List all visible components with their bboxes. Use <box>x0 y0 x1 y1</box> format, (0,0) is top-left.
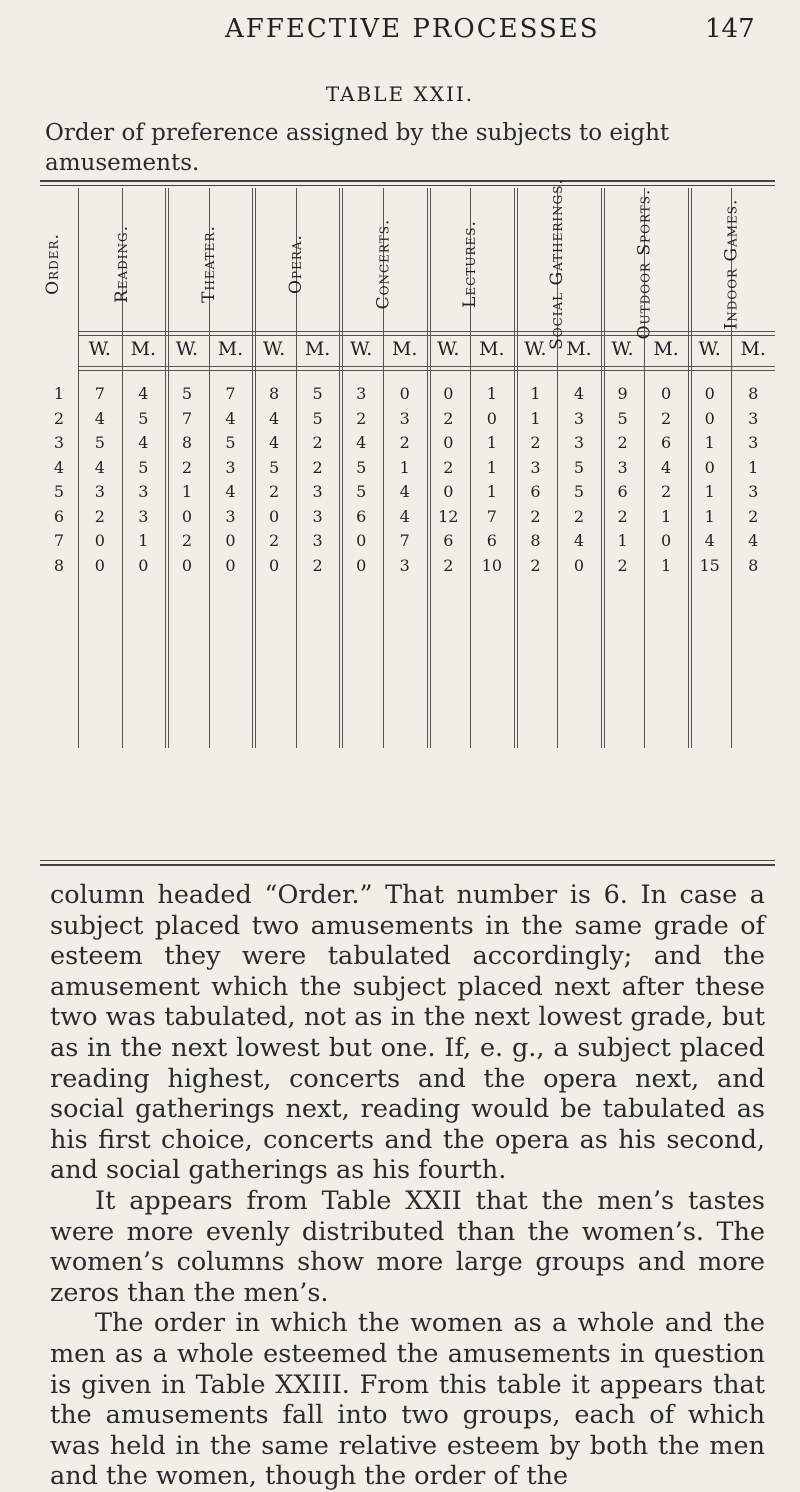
count-cell: 6 <box>443 531 454 550</box>
women-subheader: W. <box>350 338 373 360</box>
men-subheader: M. <box>304 338 331 360</box>
count-cell: 2 <box>443 555 454 575</box>
count-cell: 5 <box>181 384 192 403</box>
count-cell: 1 <box>530 384 541 403</box>
count-cell: 5 <box>138 457 149 477</box>
count-cell: 3 <box>573 433 585 452</box>
amusement-column-header: Theater. <box>198 224 219 303</box>
count-cell: 4 <box>399 506 410 526</box>
count-cell: 1 <box>530 408 541 428</box>
count-cell: 3 <box>94 482 105 501</box>
count-cell: 3 <box>748 482 759 501</box>
count-cell: 2 <box>661 482 672 501</box>
count-cell: 2 <box>268 531 280 550</box>
women-subheader: W. <box>175 338 199 360</box>
women-subheader: W. <box>698 338 721 360</box>
count-cell: 0 <box>443 482 454 501</box>
count-cell: 3 <box>530 457 541 477</box>
count-cell: 4 <box>704 531 715 550</box>
count-cell: 0 <box>704 408 715 428</box>
order-cell: 1 <box>53 384 65 403</box>
paragraph: It appears from Table XXII that the men’s tastes were more evenly distributed than the women’s. The women’s columns show more large groups and more zeros than the men’s. <box>50 1185 765 1308</box>
count-cell: 4 <box>356 433 367 452</box>
count-cell: 0 <box>661 531 672 550</box>
men-subheader: M. <box>130 338 157 360</box>
count-cell: 1 <box>486 457 497 477</box>
count-cell: 2 <box>268 482 280 501</box>
count-cell: 2 <box>530 506 541 526</box>
count-cell: 1 <box>661 506 672 526</box>
count-cell: 5 <box>312 408 323 428</box>
men-subheader: M. <box>740 338 766 360</box>
count-cell: 0 <box>181 555 192 575</box>
men-subheader: M. <box>391 338 418 360</box>
count-cell: 2 <box>661 408 672 428</box>
count-cell: 5 <box>268 457 280 477</box>
count-cell: 5 <box>225 433 236 452</box>
count-cell: 1 <box>704 433 715 452</box>
count-cell: 0 <box>486 408 497 428</box>
table-top-rule-thin <box>40 185 775 186</box>
count-cell: 3 <box>399 408 410 428</box>
count-cell: 1 <box>486 384 497 403</box>
women-subheader: W. <box>611 338 634 360</box>
count-cell: 2 <box>617 506 628 526</box>
count-cell: 3 <box>356 384 367 403</box>
count-cell: 3 <box>748 408 759 428</box>
body-text <box>50 880 765 1492</box>
count-cell: 1 <box>704 482 715 501</box>
count-cell: 4 <box>748 531 759 550</box>
count-cell: 2 <box>312 433 323 452</box>
amusement-column-header: Reading. <box>111 224 132 303</box>
count-cell: 0 <box>225 531 236 550</box>
count-cell: 0 <box>704 457 715 477</box>
page-number: 147 <box>705 14 755 44</box>
count-cell: 8 <box>181 433 192 452</box>
count-cell: 2 <box>443 408 454 428</box>
count-cell: 0 <box>181 506 192 526</box>
page-header <box>0 14 800 54</box>
women-subheader: W. <box>88 338 111 360</box>
count-cell: 0 <box>661 384 672 403</box>
count-cell: 7 <box>225 384 236 403</box>
count-cell: 1 <box>181 482 192 501</box>
paragraph: column headed “Order.” That number is 6. In case a subject placed two amusements in the same grade of esteem they were tabulated accordingly; and the amusement which the subject placed next after these two was tabulated, not as in the next lowest grade, but as in the next lowest but one. If, e. g., a subject placed reading highest, concerts and the opera next, and social gatherings next, reading would be tabulated as his first choice, concerts and the opera as his second, and social gatherings as his fourth. <box>50 880 765 1186</box>
count-cell: 0 <box>356 531 367 550</box>
count-cell: 8 <box>268 384 280 403</box>
count-cell: 4 <box>225 408 236 428</box>
count-cell: 4 <box>138 433 149 452</box>
header-rule <box>78 331 775 332</box>
count-cell: 3 <box>312 506 323 526</box>
count-cell: 0 <box>356 555 367 575</box>
running-title: AFFECTIVE PROCESSES <box>225 14 600 44</box>
count-cell: 6 <box>661 433 672 452</box>
men-subheader: M. <box>653 338 679 360</box>
count-cell: 1 <box>138 531 149 550</box>
count-cell: 7 <box>181 408 192 428</box>
amusement-column-header: Concerts. <box>372 218 393 309</box>
table-bottom-rule <box>40 860 775 861</box>
count-cell: 2 <box>356 408 367 428</box>
table-top-rule <box>40 180 775 182</box>
count-cell: 7 <box>94 384 105 403</box>
count-cell: 3 <box>573 408 585 428</box>
count-cell: 2 <box>312 555 323 575</box>
count-cell: 7 <box>486 506 497 526</box>
count-cell: 9 <box>617 384 628 403</box>
count-cell: 5 <box>356 482 367 501</box>
count-cell: 8 <box>748 384 759 403</box>
count-cell: 3 <box>225 506 236 526</box>
amusement-column-header: Social Gatherings. <box>547 177 568 350</box>
count-cell: 0 <box>443 384 454 403</box>
count-cell: 12 <box>438 506 459 526</box>
men-subheader: M. <box>479 338 505 360</box>
order-column-header: Order. <box>43 232 64 295</box>
count-cell: 4 <box>573 384 585 403</box>
count-cell: 1 <box>748 457 759 477</box>
count-cell: 5 <box>138 408 149 428</box>
count-cell: 2 <box>617 433 628 452</box>
count-cell: 2 <box>312 457 323 477</box>
count-cell: 5 <box>573 482 585 501</box>
count-cell: 1 <box>617 531 628 550</box>
count-cell: 5 <box>312 384 323 403</box>
count-cell: 2 <box>181 531 192 550</box>
count-cell: 2 <box>94 506 105 526</box>
order-cell: 4 <box>53 457 65 477</box>
women-subheader: W. <box>437 338 460 360</box>
count-cell: 6 <box>530 482 541 501</box>
count-cell: 4 <box>138 384 149 403</box>
count-cell: 0 <box>268 555 280 575</box>
preference-table <box>40 177 775 858</box>
count-cell: 2 <box>530 433 541 452</box>
order-cell: 8 <box>53 555 65 575</box>
men-subheader: M. <box>566 338 592 360</box>
count-cell: 4 <box>268 433 280 452</box>
count-cell: 5 <box>94 433 105 452</box>
women-subheader: W. <box>262 338 286 360</box>
amusement-column-header: Outdoor Sports. <box>634 188 655 339</box>
count-cell: 6 <box>486 531 497 550</box>
count-cell: 0 <box>268 506 280 526</box>
count-cell: 3 <box>399 555 410 575</box>
count-cell: 2 <box>530 555 541 575</box>
count-cell: 2 <box>443 457 454 477</box>
count-cell: 7 <box>399 531 410 550</box>
header-rule <box>78 366 775 367</box>
count-cell: 1 <box>486 433 497 452</box>
count-cell: 10 <box>481 555 503 575</box>
count-cell: 2 <box>399 433 410 452</box>
count-cell: 3 <box>138 482 149 501</box>
header-rule <box>78 335 775 336</box>
count-cell: 0 <box>225 555 236 575</box>
count-cell: 0 <box>94 531 105 550</box>
count-cell: 4 <box>573 531 585 550</box>
count-cell: 5 <box>573 457 585 477</box>
count-cell: 1 <box>399 457 410 477</box>
count-cell: 4 <box>94 457 105 477</box>
count-cell: 2 <box>748 506 759 526</box>
count-cell: 2 <box>617 555 628 575</box>
count-cell: 3 <box>748 433 759 452</box>
amusement-column-header: Indoor Games. <box>721 198 742 329</box>
count-cell: 0 <box>573 555 585 575</box>
count-cell: 3 <box>617 457 628 477</box>
count-cell: 1 <box>661 555 672 575</box>
count-cell: 2 <box>573 506 585 526</box>
count-cell: 5 <box>617 408 628 428</box>
table-caption: Order of preference assigned by the subjects to eight amusements. <box>45 120 670 176</box>
count-cell: 4 <box>399 482 410 501</box>
amusement-column-header: Lectures. <box>460 219 481 308</box>
header-rule <box>78 370 775 371</box>
women-subheader: W. <box>524 338 547 360</box>
count-cell: 8 <box>748 555 759 575</box>
order-cell: 7 <box>53 531 65 550</box>
count-cell: 4 <box>225 482 236 501</box>
count-cell: 1 <box>704 506 715 526</box>
count-cell: 1 <box>486 482 497 501</box>
count-cell: 0 <box>138 555 149 575</box>
order-cell: 5 <box>53 482 65 501</box>
count-cell: 0 <box>443 433 454 452</box>
order-cell: 3 <box>53 433 65 452</box>
count-cell: 6 <box>356 506 367 526</box>
count-cell: 4 <box>661 457 672 477</box>
count-cell: 0 <box>399 384 410 403</box>
men-subheader: M. <box>217 338 244 360</box>
count-cell: 3 <box>225 457 236 477</box>
count-cell: 0 <box>704 384 715 403</box>
paragraph: The order in which the women as a whole and the men as a whole esteemed the amusements in question is given in Table XXIII. From this table it appears that the amusements fall into two groups, each of which was held in the same relative esteem by both the men and the women, though the order of the <box>50 1308 765 1492</box>
count-cell: 8 <box>530 531 541 550</box>
order-cell: 2 <box>53 408 65 428</box>
count-cell: 6 <box>617 482 628 501</box>
table-title: TABLE XXII. <box>325 82 475 106</box>
count-cell: 3 <box>138 506 149 526</box>
count-cell: 4 <box>268 408 280 428</box>
count-cell: 3 <box>312 482 323 501</box>
count-cell: 4 <box>94 408 105 428</box>
count-cell: 5 <box>356 457 367 477</box>
table-bottom-rule-thick <box>40 864 775 866</box>
amusement-column-header: Opera. <box>285 233 306 294</box>
count-cell: 3 <box>312 531 323 550</box>
count-cell: 2 <box>181 457 192 477</box>
count-cell: 0 <box>94 555 105 575</box>
order-cell: 6 <box>53 506 65 526</box>
count-cell: 15 <box>699 555 720 575</box>
